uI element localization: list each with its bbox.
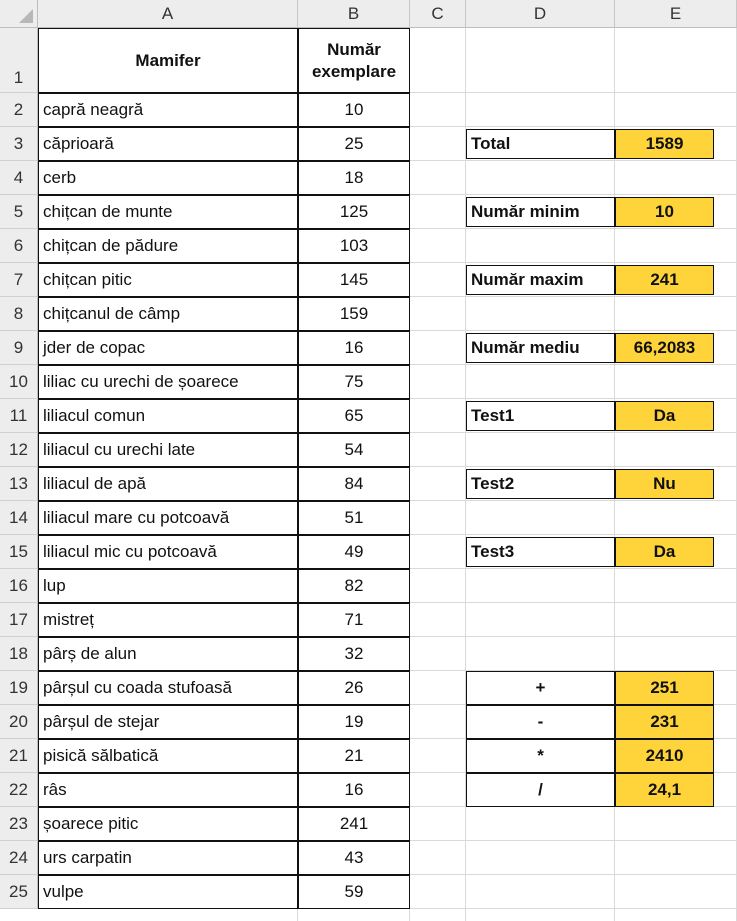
row-header-19[interactable]: 19 (0, 671, 38, 705)
stat-value-cell[interactable]: Nu (615, 469, 714, 499)
stat-value-cell[interactable]: 241 (615, 265, 714, 295)
column-title-numar-exemplare[interactable] (298, 28, 410, 93)
stat-label-cell[interactable]: Număr maxim (466, 265, 615, 295)
mammal-name-cell[interactable]: liliacul de apă (38, 467, 298, 501)
row-header-11[interactable]: 11 (0, 399, 38, 433)
mammal-name-cell[interactable]: jder de copac (38, 331, 298, 365)
stat-value-cell[interactable]: 10 (615, 197, 714, 227)
operation-symbol-cell[interactable]: - (466, 705, 615, 739)
count-cell[interactable]: 241 (298, 807, 410, 841)
row-header-16[interactable]: 16 (0, 569, 38, 603)
row-header-5[interactable]: 5 (0, 195, 38, 229)
operation-result-cell[interactable]: 2410 (615, 739, 714, 773)
mammal-name-cell[interactable]: pisică sălbatică (38, 739, 298, 773)
row-header-9[interactable]: 9 (0, 331, 38, 365)
operation-result-cell[interactable]: 24,1 (615, 773, 714, 807)
count-cell[interactable]: 25 (298, 127, 410, 161)
count-cell[interactable]: 49 (298, 535, 410, 569)
count-cell[interactable]: 19 (298, 705, 410, 739)
mammal-name-cell[interactable]: liliac cu urechi de șoarece (38, 365, 298, 399)
row-header-13[interactable]: 13 (0, 467, 38, 501)
count-cell[interactable]: 71 (298, 603, 410, 637)
mammal-name-cell[interactable]: capră neagră (38, 93, 298, 127)
row-header-24[interactable]: 24 (0, 841, 38, 875)
mammal-name-cell[interactable]: pârș de alun (38, 637, 298, 671)
stat-label-cell[interactable]: Test2 (466, 469, 615, 499)
row-header-23[interactable]: 23 (0, 807, 38, 841)
count-cell[interactable]: 159 (298, 297, 410, 331)
row-header-20[interactable]: 20 (0, 705, 38, 739)
count-cell[interactable]: 82 (298, 569, 410, 603)
mammal-name-cell[interactable]: vulpe (38, 875, 298, 909)
count-cell[interactable]: 65 (298, 399, 410, 433)
stat-value-cell[interactable]: 66,2083 (615, 333, 714, 363)
operation-symbol-cell[interactable]: / (466, 773, 615, 807)
count-cell[interactable]: 51 (298, 501, 410, 535)
header-text-line: Număr (327, 39, 381, 59)
count-cell[interactable]: 59 (298, 875, 410, 909)
row-header-18[interactable]: 18 (0, 637, 38, 671)
stat-value-cell[interactable]: 1589 (615, 129, 714, 159)
mammal-name-cell[interactable]: chițcan de pădure (38, 229, 298, 263)
row-header-3[interactable]: 3 (0, 127, 38, 161)
mammal-name-cell[interactable]: lup (38, 569, 298, 603)
mammal-name-cell[interactable]: cerb (38, 161, 298, 195)
mammal-name-cell[interactable]: șoarece pitic (38, 807, 298, 841)
column-header-c[interactable]: C (410, 0, 466, 28)
mammal-name-cell[interactable]: pârșul de stejar (38, 705, 298, 739)
column-title-mamifer[interactable]: Mamifer (38, 28, 298, 93)
mammal-name-cell[interactable]: pârșul cu coada stufoasă (38, 671, 298, 705)
count-cell[interactable]: 75 (298, 365, 410, 399)
stat-label-cell[interactable]: Total (466, 129, 615, 159)
mammal-name-cell[interactable]: liliacul mare cu potcoavă (38, 501, 298, 535)
row-header-17[interactable]: 17 (0, 603, 38, 637)
row-header-25[interactable]: 25 (0, 875, 38, 909)
mammal-name-cell[interactable]: râs (38, 773, 298, 807)
mammal-name-cell[interactable]: chițcan pitic (38, 263, 298, 297)
row-header-10[interactable]: 10 (0, 365, 38, 399)
stat-label-cell[interactable]: Test1 (466, 401, 615, 431)
operation-symbol-cell[interactable]: + (466, 671, 615, 705)
count-cell[interactable]: 145 (298, 263, 410, 297)
operation-symbol-cell[interactable]: * (466, 739, 615, 773)
count-cell[interactable]: 54 (298, 433, 410, 467)
column-header-b[interactable]: B (298, 0, 410, 28)
count-cell[interactable]: 21 (298, 739, 410, 773)
header-text-line: exemplare (311, 61, 397, 81)
count-cell[interactable]: 103 (298, 229, 410, 263)
operation-result-cell[interactable]: 231 (615, 705, 714, 739)
mammal-name-cell[interactable]: urs carpatin (38, 841, 298, 875)
stat-label-cell[interactable]: Număr mediu (466, 333, 615, 363)
mammal-name-cell[interactable]: căprioară (38, 127, 298, 161)
count-cell[interactable]: 10 (298, 93, 410, 127)
mammal-name-cell[interactable]: liliacul cu urechi late (38, 433, 298, 467)
row-header-8[interactable]: 8 (0, 297, 38, 331)
row-header-15[interactable]: 15 (0, 535, 38, 569)
select-all-corner[interactable] (0, 0, 38, 28)
operation-result-cell[interactable]: 251 (615, 671, 714, 705)
row-header-1[interactable]: 1 (0, 28, 38, 93)
stat-label-cell[interactable]: Test3 (466, 537, 615, 567)
mammal-name-cell[interactable]: chițcan de munte (38, 195, 298, 229)
mammal-name-cell[interactable]: mistreț (38, 603, 298, 637)
row-header-22[interactable]: 22 (0, 773, 38, 807)
column-header-d[interactable]: D (466, 0, 615, 28)
stat-label-cell[interactable]: Număr minim (466, 197, 615, 227)
row-header-14[interactable]: 14 (0, 501, 38, 535)
row-header-4[interactable]: 4 (0, 161, 38, 195)
count-cell[interactable]: 16 (298, 331, 410, 365)
stat-value-cell[interactable]: Da (615, 537, 714, 567)
row-header-21[interactable]: 21 (0, 739, 38, 773)
mammal-name-cell[interactable]: chițcanul de câmp (38, 297, 298, 331)
count-cell[interactable]: 32 (298, 637, 410, 671)
count-cell[interactable]: 16 (298, 773, 410, 807)
count-cell[interactable]: 84 (298, 467, 410, 501)
mammal-name-cell[interactable]: liliacul mic cu potcoavă (38, 535, 298, 569)
row-header-12[interactable]: 12 (0, 433, 38, 467)
count-cell[interactable]: 26 (298, 671, 410, 705)
count-cell[interactable]: 18 (298, 161, 410, 195)
mammal-name-cell[interactable]: liliacul comun (38, 399, 298, 433)
row-header-7[interactable]: 7 (0, 263, 38, 297)
column-header-a[interactable]: A (38, 0, 298, 28)
stat-value-cell[interactable]: Da (615, 401, 714, 431)
column-header-e[interactable]: E (615, 0, 737, 28)
count-cell[interactable]: 125 (298, 195, 410, 229)
row-header-2[interactable]: 2 (0, 93, 38, 127)
count-cell[interactable]: 43 (298, 841, 410, 875)
row-header-6[interactable]: 6 (0, 229, 38, 263)
